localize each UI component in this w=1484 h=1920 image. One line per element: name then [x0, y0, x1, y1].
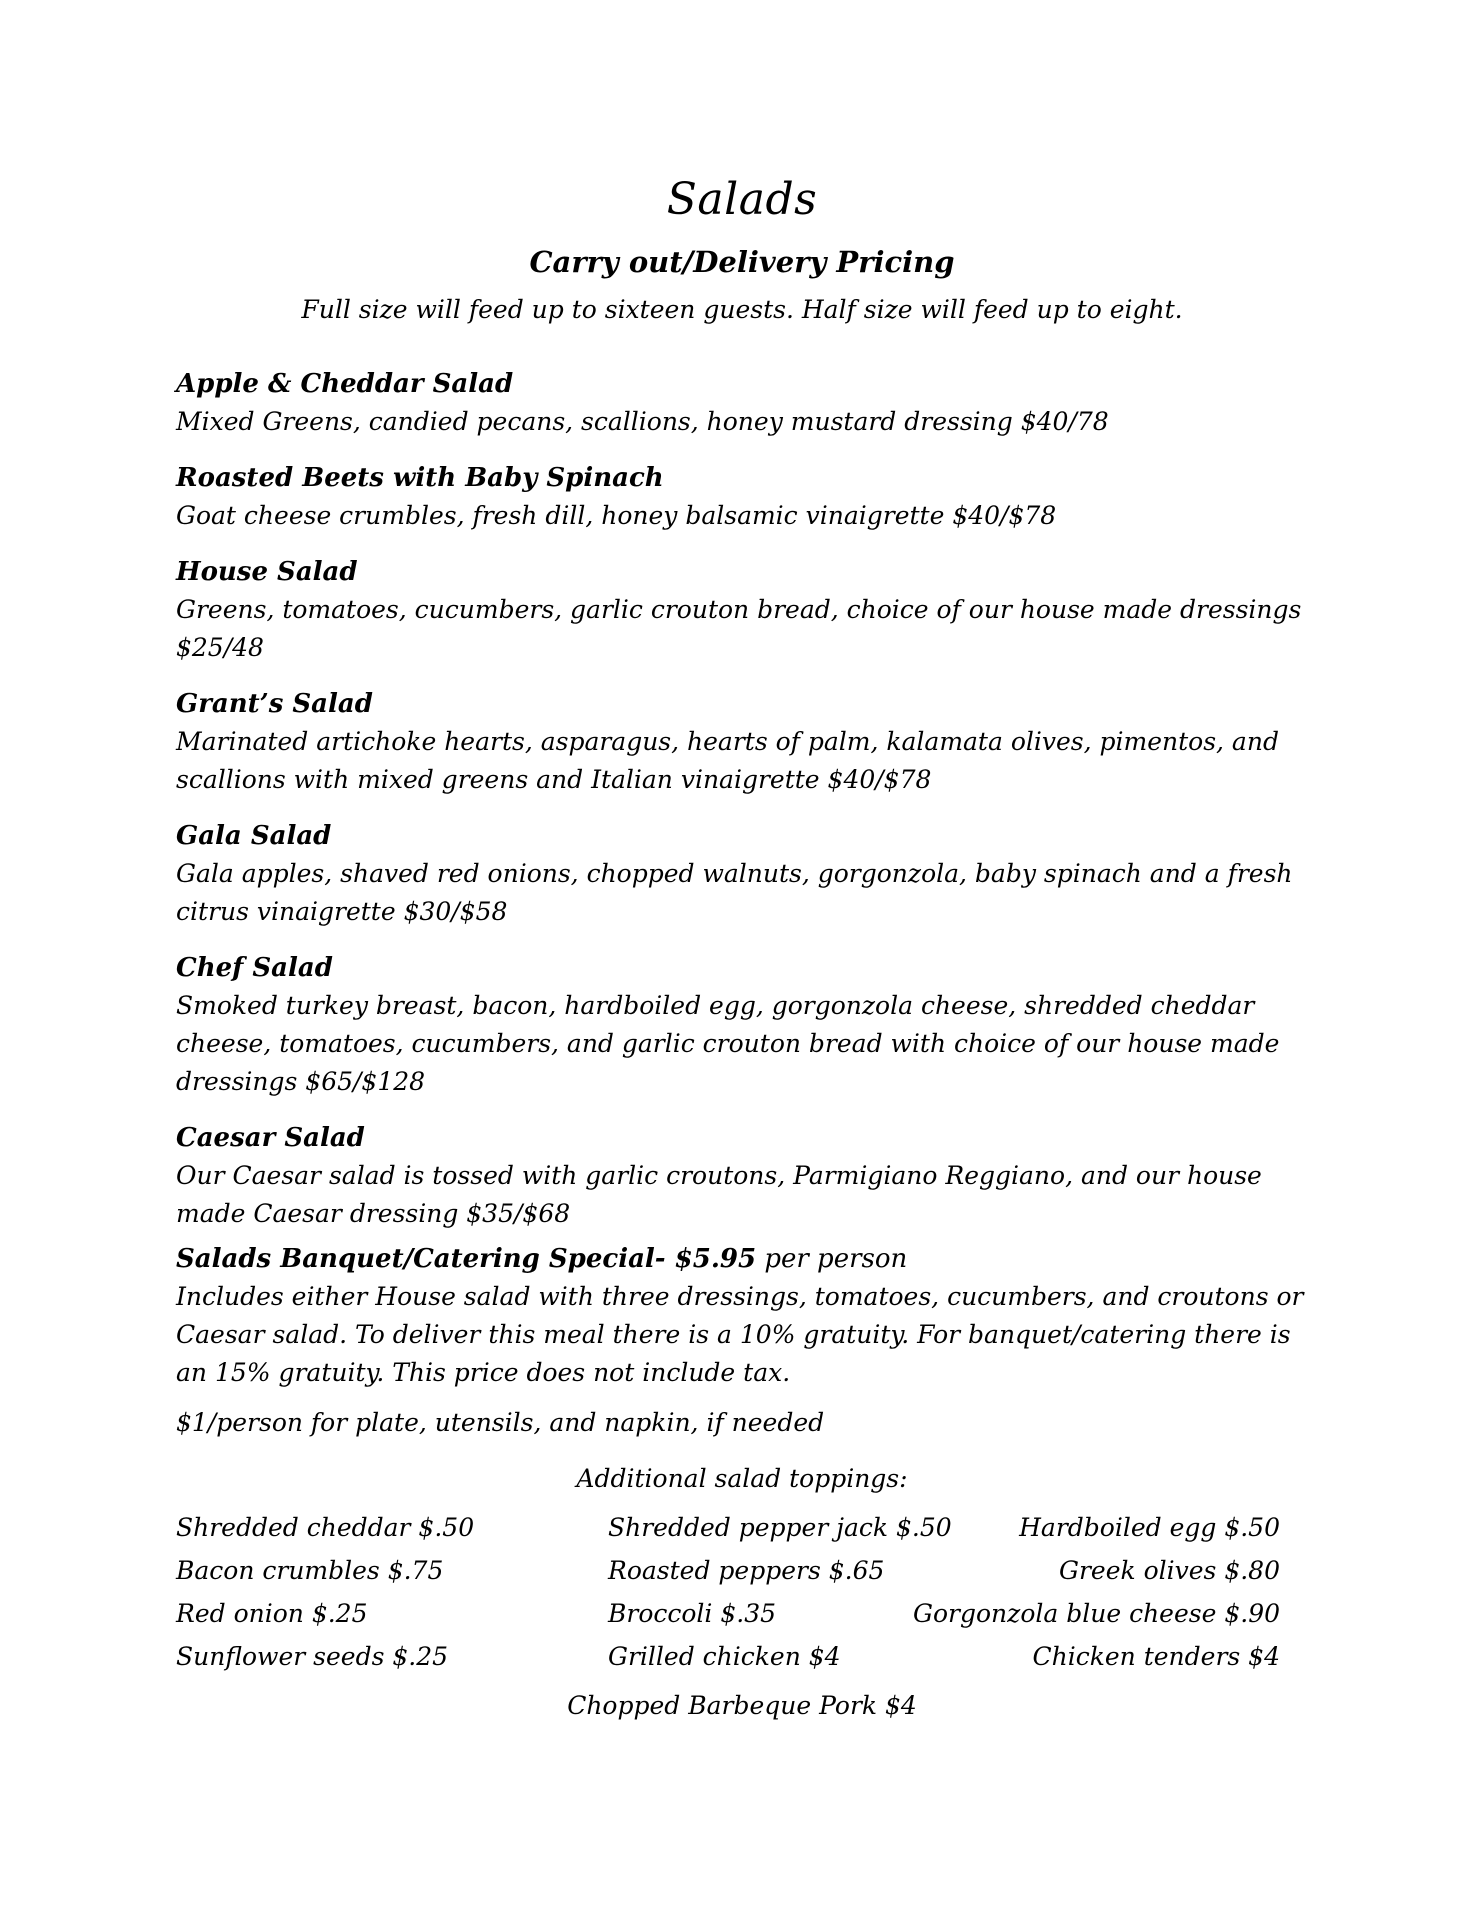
- salad-item: [176, 817, 1326, 931]
- salad-description: Our Caesar salad is tossed with garlic croutons, Parmigiano Reggiano, and our house made Caesar dressing $35/$68: [176, 1161, 1262, 1228]
- salad-item: [176, 459, 1326, 535]
- topping-item: Red onion $.25: [176, 1599, 368, 1628]
- salad-item: [176, 365, 1326, 441]
- topping-item: Broccoli $.35: [608, 1599, 777, 1628]
- salad-name: Roasted Beets with Baby Spinach: [176, 463, 664, 493]
- salad-description: Smoked turkey breast, bacon, hardboiled egg, gorgonzola cheese, shredded cheddar cheese, tomatoes, cucumbers, and garlic crouton bread with choice of our house made dressings $65/$128: [176, 991, 1280, 1096]
- salad-item: [176, 1119, 1326, 1233]
- toppings-column-right: [880, 1506, 1280, 1678]
- toppings-column-left: [176, 1506, 576, 1678]
- topping-item: Shredded pepper jack $.50: [608, 1513, 952, 1542]
- salad-name: House Salad: [176, 557, 358, 587]
- salad-description: Goat cheese crumbles, fresh dill, honey balsamic vinaigrette $40/$78: [176, 501, 1057, 530]
- topping-item: Bacon crumbles $.75: [176, 1556, 444, 1585]
- special-heading: [176, 1240, 1326, 1278]
- topping-item: Sunflower seeds $.25: [176, 1642, 449, 1671]
- salad-description: Marinated artichoke hearts, asparagus, hearts of palm, kalamata olives, pimentos, and scallions with mixed greens and Italian vinaigrette $40/$78: [176, 727, 1279, 794]
- special-title: Salads Banquet/Catering Special- $5.95: [176, 1244, 757, 1274]
- topping-item: Chicken tenders $4: [1032, 1642, 1280, 1671]
- salad-item: [176, 949, 1326, 1101]
- topping-item: Shredded cheddar $.50: [176, 1513, 475, 1542]
- serving-note: Full size will feed up to sixteen guests. Half size will feed up to eight.: [301, 295, 1183, 324]
- salad-description: Mixed Greens, candied pecans, scallions, honey mustard dressing $40/78: [176, 407, 1109, 436]
- plate-note: $1/person for plate, utensils, and napkin, if needed: [176, 1408, 825, 1437]
- salad-item: [176, 553, 1326, 667]
- catering-special: [176, 1240, 1326, 1442]
- special-unit: per person: [756, 1244, 908, 1274]
- toppings-title: Additional salad toppings:: [576, 1464, 908, 1493]
- topping-item: Gorgonzola blue cheese $.90: [913, 1599, 1280, 1628]
- page-subtitle: Carry out/Delivery Pricing: [529, 245, 955, 279]
- salad-name: Caesar Salad: [176, 1123, 365, 1153]
- salad-item: [176, 685, 1326, 799]
- topping-item: Greek olives $.80: [1058, 1556, 1280, 1585]
- topping-item: Hardboiled egg $.50: [1019, 1513, 1280, 1542]
- topping-item: Roasted peppers $.65: [608, 1556, 885, 1585]
- topping-item-centered: Chopped Barbeque Pork $4: [567, 1691, 917, 1720]
- salad-description: Gala apples, shaved red onions, chopped walnuts, gorgonzola, baby spinach and a fresh citrus vinaigrette $30/$58: [176, 859, 1293, 926]
- salad-description: Greens, tomatoes, cucumbers, garlic crouton bread, choice of our house made dressings $25/48: [176, 595, 1302, 662]
- salad-name: Grant’s Salad: [176, 689, 373, 719]
- salad-name: Chef Salad: [176, 953, 333, 983]
- salad-list: [176, 365, 1326, 1251]
- topping-item: Grilled chicken $4: [608, 1642, 841, 1671]
- salad-name: Gala Salad: [176, 821, 332, 851]
- salad-name: Apple & Cheddar Salad: [176, 369, 514, 399]
- page-title: Salads: [666, 174, 818, 225]
- special-description: Includes either House salad with three dressings, tomatoes, cucumbers, and croutons or Caesar salad. To deliver this meal there is a 10% gratuity. For banquet/catering there is an 15% gratuity. This price does not include tax.: [176, 1282, 1304, 1387]
